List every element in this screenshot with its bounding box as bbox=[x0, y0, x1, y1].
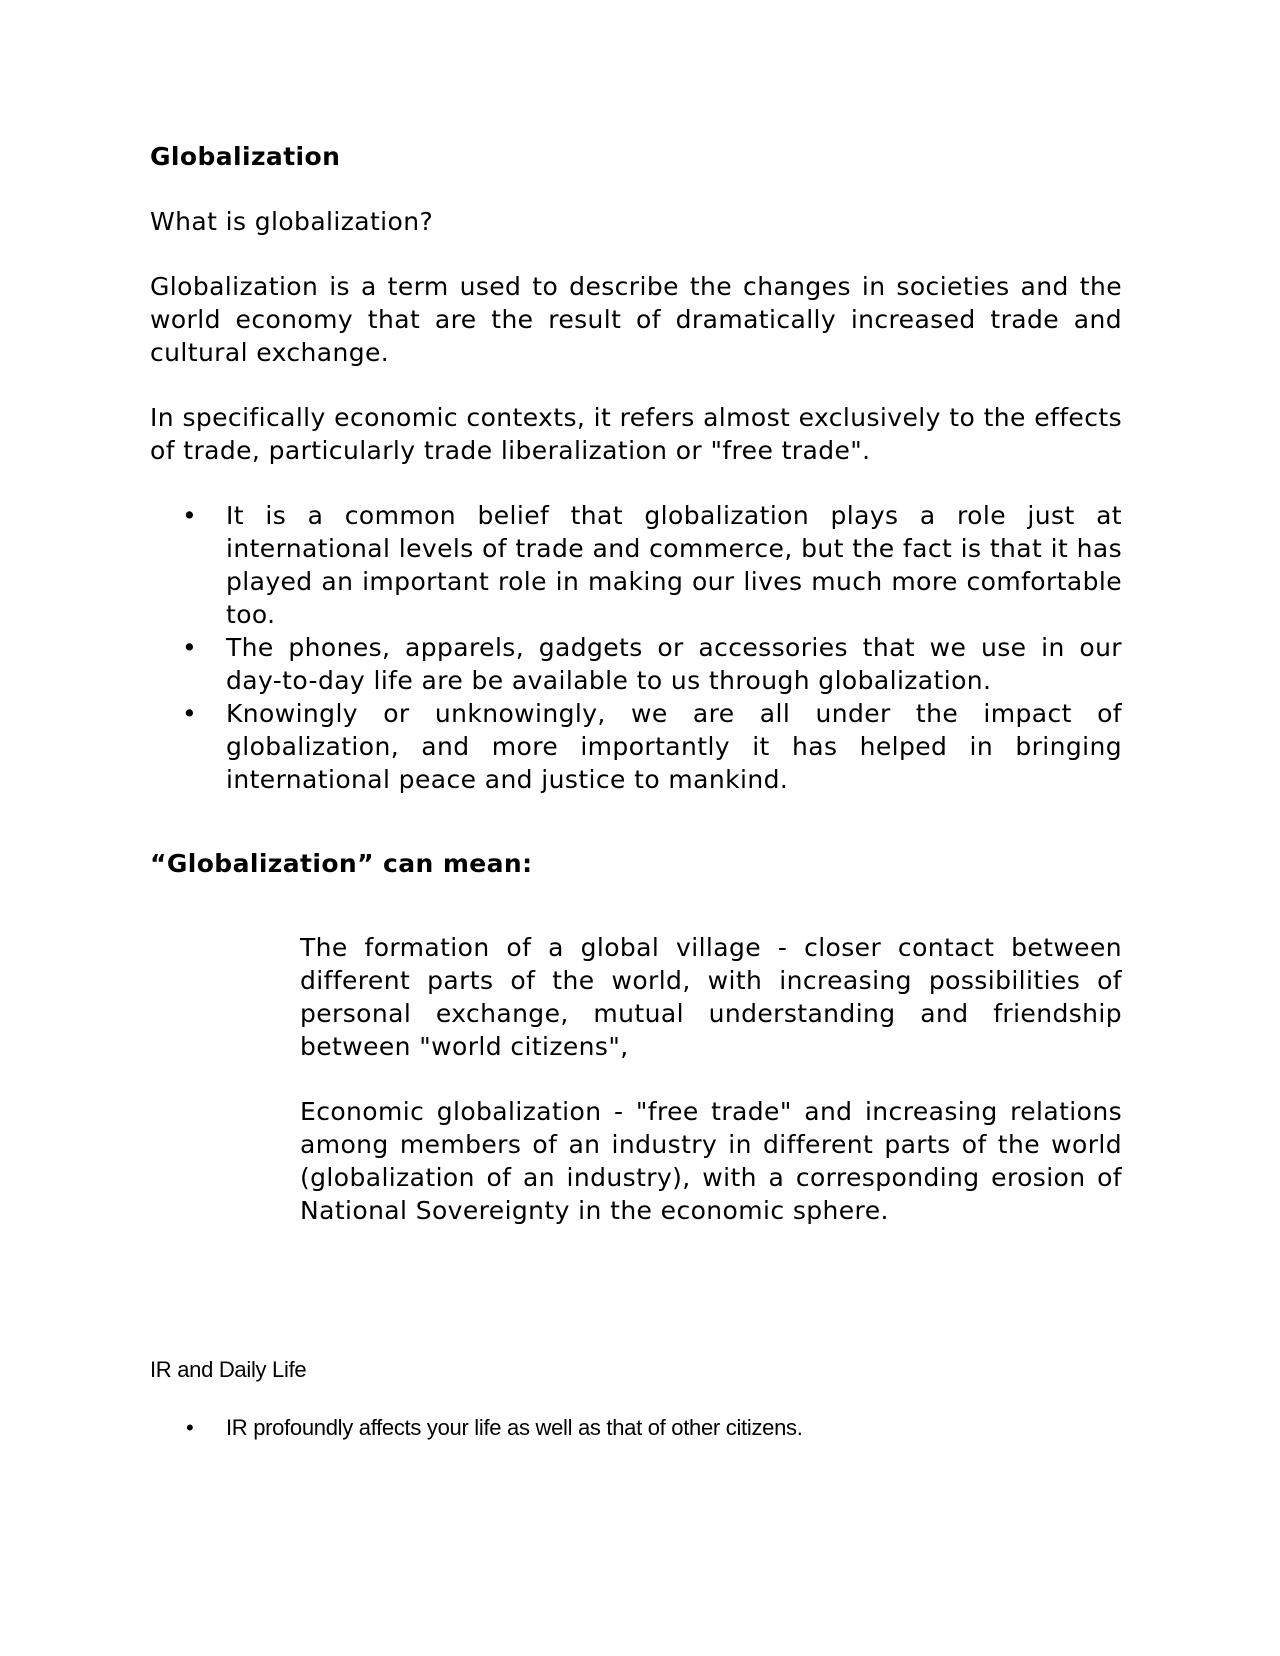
list-item bbox=[150, 697, 1122, 796]
list-item-text: Knowingly or unknowingly, we are all under the impact of globalization, and more importantly it has helped in bringing international peace and justice to mankind. bbox=[226, 699, 1122, 794]
list-item bbox=[150, 631, 1122, 697]
list-item bbox=[150, 1414, 1122, 1442]
question-heading: What is globalization? bbox=[150, 207, 434, 236]
bullet-list bbox=[150, 499, 1122, 796]
paragraph-economic-context: In specifically economic contexts, it refers almost exclusively to the effects of trade, particularly trade liberalization or "free trade". bbox=[150, 403, 1122, 465]
list-item-text: IR profoundly affects your life as well as that of other citizens. bbox=[226, 1415, 803, 1440]
meaning-global-village: The formation of a global village - closer contact between different parts of the world, with increasing possibilities of personal exchange, mutual understanding and friendship between "world citizens", bbox=[300, 933, 1122, 1061]
bullet-icon: • bbox=[182, 633, 198, 662]
list-item-text: It is a common belief that globalization plays a role just at international levels of trade and commerce, but the fact is that it has played an important role in making our lives much more comfortable too. bbox=[226, 501, 1122, 629]
ir-heading: IR and Daily Life bbox=[150, 1357, 307, 1382]
document-title: Globalization bbox=[150, 142, 341, 171]
meaning-heading: “Globalization” can mean: bbox=[150, 849, 533, 878]
ir-bullet-list bbox=[150, 1414, 1122, 1442]
bullet-icon: • bbox=[182, 501, 198, 530]
bullet-icon: • bbox=[182, 699, 198, 728]
list-item-text: The phones, apparels, gadgets or accessories that we use in our day-to-day life are be available to us through globalization. bbox=[226, 633, 1122, 695]
ir-section bbox=[150, 1356, 1122, 1442]
paragraph-definition: Globalization is a term used to describe the changes in societies and the world economy that are the result of dramatically increased trade and cultural exchange. bbox=[150, 272, 1122, 367]
meaning-economic-globalization: Economic globalization - "free trade" and increasing relations among members of an industry in different parts of the world (globalization of an industry), with a corresponding erosion of National Sovereignty in the economic sphere. bbox=[300, 1097, 1122, 1225]
list-item bbox=[150, 499, 1122, 631]
document-body bbox=[150, 140, 1122, 1227]
bullet-icon: • bbox=[186, 1415, 194, 1440]
